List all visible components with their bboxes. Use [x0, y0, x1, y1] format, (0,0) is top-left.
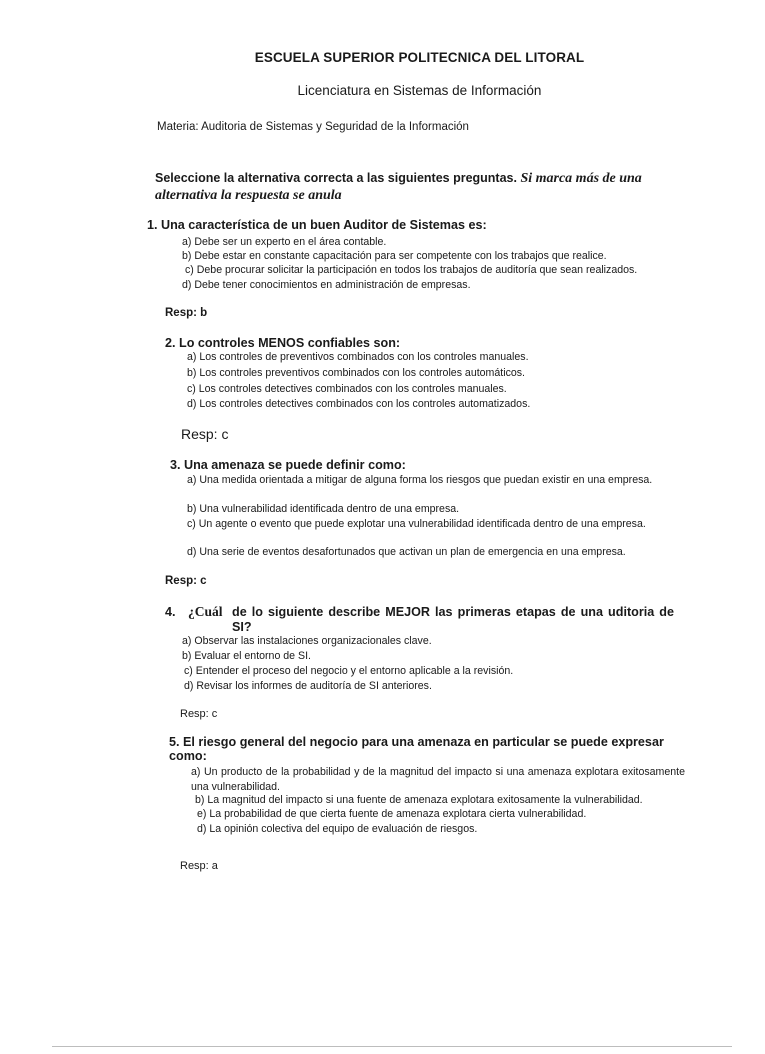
- question-1-text: 1. Una característica de un buen Auditor de Sistemas es:: [147, 218, 487, 232]
- question-4-lead: ¿Cuál: [188, 604, 223, 619]
- question-4-text: de lo siguiente describe MEJOR las primeras etapas de una uditoria de SI?: [232, 605, 674, 634]
- question-4-answer: Resp: c: [180, 708, 218, 720]
- question-4-option-d: d) Revisar los informes de auditoría de SI anteriores.: [184, 680, 432, 692]
- instructions-note: Si marca más de una alternativa la respuesta se anula: [155, 171, 642, 203]
- question-1-answer: Resp: b: [165, 307, 208, 319]
- question-1-option-b: b) Debe estar en constante capacitación para ser competente con los trabajos que realice.: [182, 250, 607, 262]
- question-2-option-d: d) Los controles detectives combinados con los controles automatizados.: [187, 398, 531, 410]
- question-4-number: 4.: [165, 605, 176, 619]
- question-1-option-d: d) Debe tener conocimientos en administración de empresas.: [182, 279, 471, 291]
- question-3-option-a: a) Una medida orientada a mitigar de alguna forma los riesgos que puedan existir en una empresa.: [187, 474, 653, 486]
- question-5-option-b: b) La magnitud del impacto si una fuente de amenaza explotara exitosamente la vulnerabilidad.: [195, 794, 643, 806]
- question-5-option-a: a) Un producto de la probabilidad y de la magnitud del impacto si una amenaza explotara exitosamente una vulnerabilidad.: [191, 766, 685, 793]
- question-5-option-c: e) La probabilidad de que cierta fuente de amenaza explotara cierta vulnerabilidad.: [197, 808, 587, 820]
- question-1-option-c: c) Debe procurar solicitar la participación en todos los trabajos de auditoría que sean realizados.: [185, 264, 638, 276]
- instructions: [155, 170, 685, 204]
- question-3-text: 3. Una amenaza se puede definir como:: [170, 458, 406, 472]
- question-4-option-c: c) Entender el proceso del negocio y el entorno aplicable a la revisión.: [184, 665, 514, 677]
- question-2-option-a: a) Los controles de preventivos combinados con los controles manuales.: [187, 351, 529, 363]
- question-5-text: 5. El riesgo general del negocio para una amenaza en particular se puede expresar como:: [169, 735, 664, 763]
- question-2-answer: Resp: c: [181, 426, 229, 442]
- question-3-answer: Resp: c: [165, 575, 207, 587]
- document-title: ESCUELA SUPERIOR POLITECNICA DEL LITORAL: [254, 50, 585, 65]
- page-bottom-divider: [52, 1046, 732, 1047]
- question-3-option-c: c) Un agente o evento que puede explotar una vulnerabilidad identificada dentro de una empresa.: [187, 518, 646, 530]
- instructions-main: Seleccione la alternativa correcta a las siguientes preguntas.: [155, 171, 517, 185]
- question-3-option-b: b) Una vulnerabilidad identificada dentro de una empresa.: [187, 503, 460, 515]
- question-2-text: 2. Lo controles MENOS confiables son:: [165, 336, 401, 350]
- document-subtitle: Licenciatura en Sistemas de Información: [297, 83, 542, 98]
- course-subject: Materia: Auditoria de Sistemas y Seguridad de la Información: [157, 121, 469, 133]
- question-2-option-b: b) Los controles preventivos combinados con los controles automáticos.: [187, 367, 525, 379]
- question-4-option-b: b) Evaluar el entorno de SI.: [182, 650, 311, 662]
- question-2-option-c: c) Los controles detectives combinados con los controles manuales.: [187, 383, 507, 395]
- question-5-answer: Resp: a: [180, 860, 218, 872]
- question-1-option-a: a) Debe ser un experto en el área contable.: [182, 236, 387, 248]
- question-4-option-a: a) Observar las instalaciones organizacionales clave.: [182, 635, 432, 647]
- question-5-option-d: d) La opinión colectiva del equipo de evaluación de riesgos.: [197, 823, 478, 835]
- question-3-option-d: d) Una serie de eventos desafortunados que activan un plan de emergencia en una empresa.: [187, 546, 626, 558]
